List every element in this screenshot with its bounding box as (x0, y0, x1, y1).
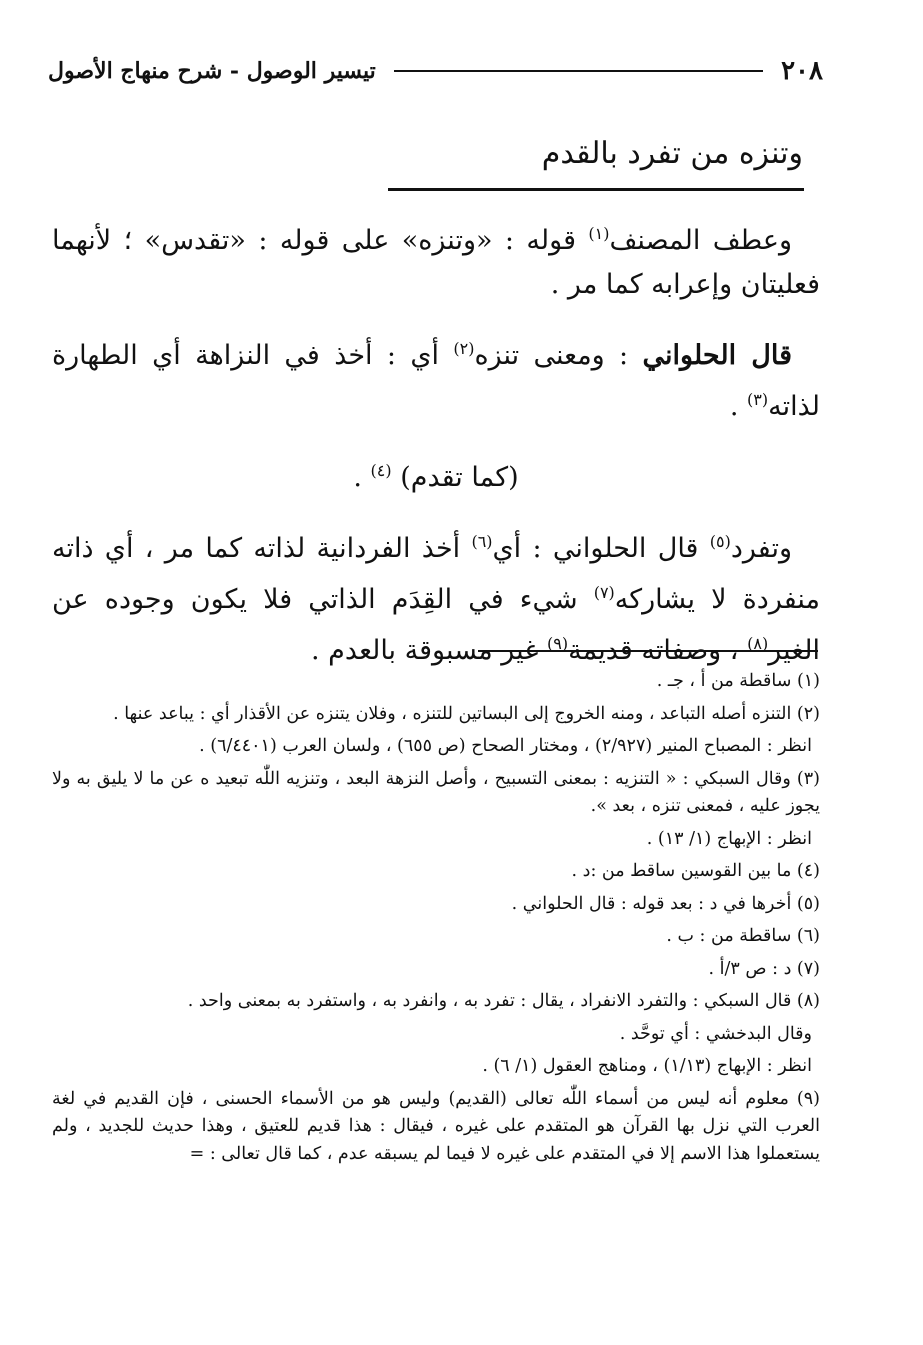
main-text (52, 212, 820, 693)
heading-underline (388, 188, 804, 191)
paragraph-text: وعطف المصنف (609, 225, 792, 256)
running-title: تيسير الوصول - شرح منهاج الأصول (48, 58, 376, 84)
footnote-reference: (٩) (547, 634, 569, 653)
footnote: (٦) ساقطة من : ب . (666, 926, 820, 946)
footnote-separator (478, 650, 818, 652)
paragraph-text: قوله : «وتنزه» على قوله : «تقدس» ؛ لأنهما فعليتان وإعرابه كما مر . (52, 225, 820, 300)
footnote: (٨) قال السبكي : والتفرد الانفراد ، يقال : تفرد به ، وانفرد به ، واستفرد به بمعنى واحد . (187, 991, 820, 1011)
page-header (48, 50, 823, 92)
header-rule (394, 70, 763, 72)
paragraph-text: وتفرد (730, 533, 792, 564)
footnote-reference: (٣) (747, 390, 769, 409)
footnote: (١) ساقطة من أ ، جـ . (656, 671, 820, 691)
footnote-reference: (٥) (709, 532, 731, 551)
paragraph-text: . (353, 462, 371, 493)
paragraph-text: قال الحلواني : أي (492, 533, 710, 564)
section-heading: وتنزه من تفرد بالقدم (541, 136, 803, 171)
footnote: (٥) أخرها في د : بعد قوله : قال الحلواني . (511, 893, 820, 914)
footnote: (٢) التنزه أصله التباعد ، ومنه الخروج إلى البساتين للتنزه ، وفلان يتنزه عن الأقذار أي : يباعد عنها . (113, 703, 820, 724)
paragraph-text: : ومعنى تنزه (474, 340, 643, 371)
page-number: ٢٠٨ (781, 56, 823, 86)
footnote-reference: (٦) (471, 532, 493, 551)
paragraph-text: . (729, 391, 748, 422)
footnote-continuation: وقال البدخشي : أي توحَّد . (619, 1023, 812, 1044)
footnote-continuation: انظر : الإبهاج (١/ ١٣) . (646, 828, 812, 849)
paragraph-text: ، وصفاته قديمة (568, 635, 748, 666)
footnote-continuation: انظر : المصباح المنير (٢/٩٢٧) ، ومختار الصحاح (ص ٦٥٥) ، ولسان العرب (٦/٤٤٠١) . (199, 736, 812, 756)
paragraph-text: شيء في القِدَم الذاتي فلا يكون وجوده عن الغير (52, 584, 820, 666)
paragraph-text: (كما تقدم) (391, 462, 519, 493)
footnote-reference: (٤) (370, 461, 392, 480)
footnote-reference: (٢) (453, 339, 475, 358)
footnote: (٤) ما بين القوسين ساقط من :د . (571, 861, 820, 881)
footnote-continuation: انظر : الإبهاج (١/١٣) ، ومناهج العقول (١/ ٦) . (482, 1056, 812, 1076)
bold-phrase: قال الحلواني (642, 340, 792, 371)
footnote: (٩) معلوم أنه ليس من أسماء اللّٰه تعالى (القديم) وليس هو من الأسماء الحسنى ، فإن القديم في لغة العرب التي نزل بها القرآن هو المتقدم على غيره ، فيقال : هذا قديم للعتيق ، وهذا حديث للجديد ، ولم يستعملوا هذا الاسم إلا في المتقدم على غيره لا فيما لم يسبقه عدم ، كما قال تعالى : = (52, 1088, 821, 1164)
body-paragraph (52, 212, 820, 307)
paragraph-text: أي : أخذ في النزاهة أي الطهارة لذاته (52, 340, 820, 422)
footnote-reference: (١) (588, 224, 610, 243)
footnote: (٧) د : ص ٣/أ . (708, 958, 820, 979)
footnote: (٣) وقال السبكي : « التنزيه : بمعنى التسبيح ، وأصل النزهة البعد ، وتنزيه اللّٰه تبعيد ه عن ما لا يليق به ولا يجوز عليه ، فمعنى تنزه ، بعد ». (52, 768, 820, 816)
paragraph-text: غير مسبوقة بالعدم . (311, 635, 548, 666)
body-paragraph (52, 449, 820, 500)
footnotes (52, 668, 820, 1173)
paragraph-text: أخذ الفردانية لذاته كما مر ، أي ذاته منفردة لا يشاركه (52, 533, 820, 615)
footnote-reference: (٧) (593, 583, 615, 602)
footnote-reference: (٨) (747, 634, 769, 653)
body-paragraph (52, 327, 820, 429)
